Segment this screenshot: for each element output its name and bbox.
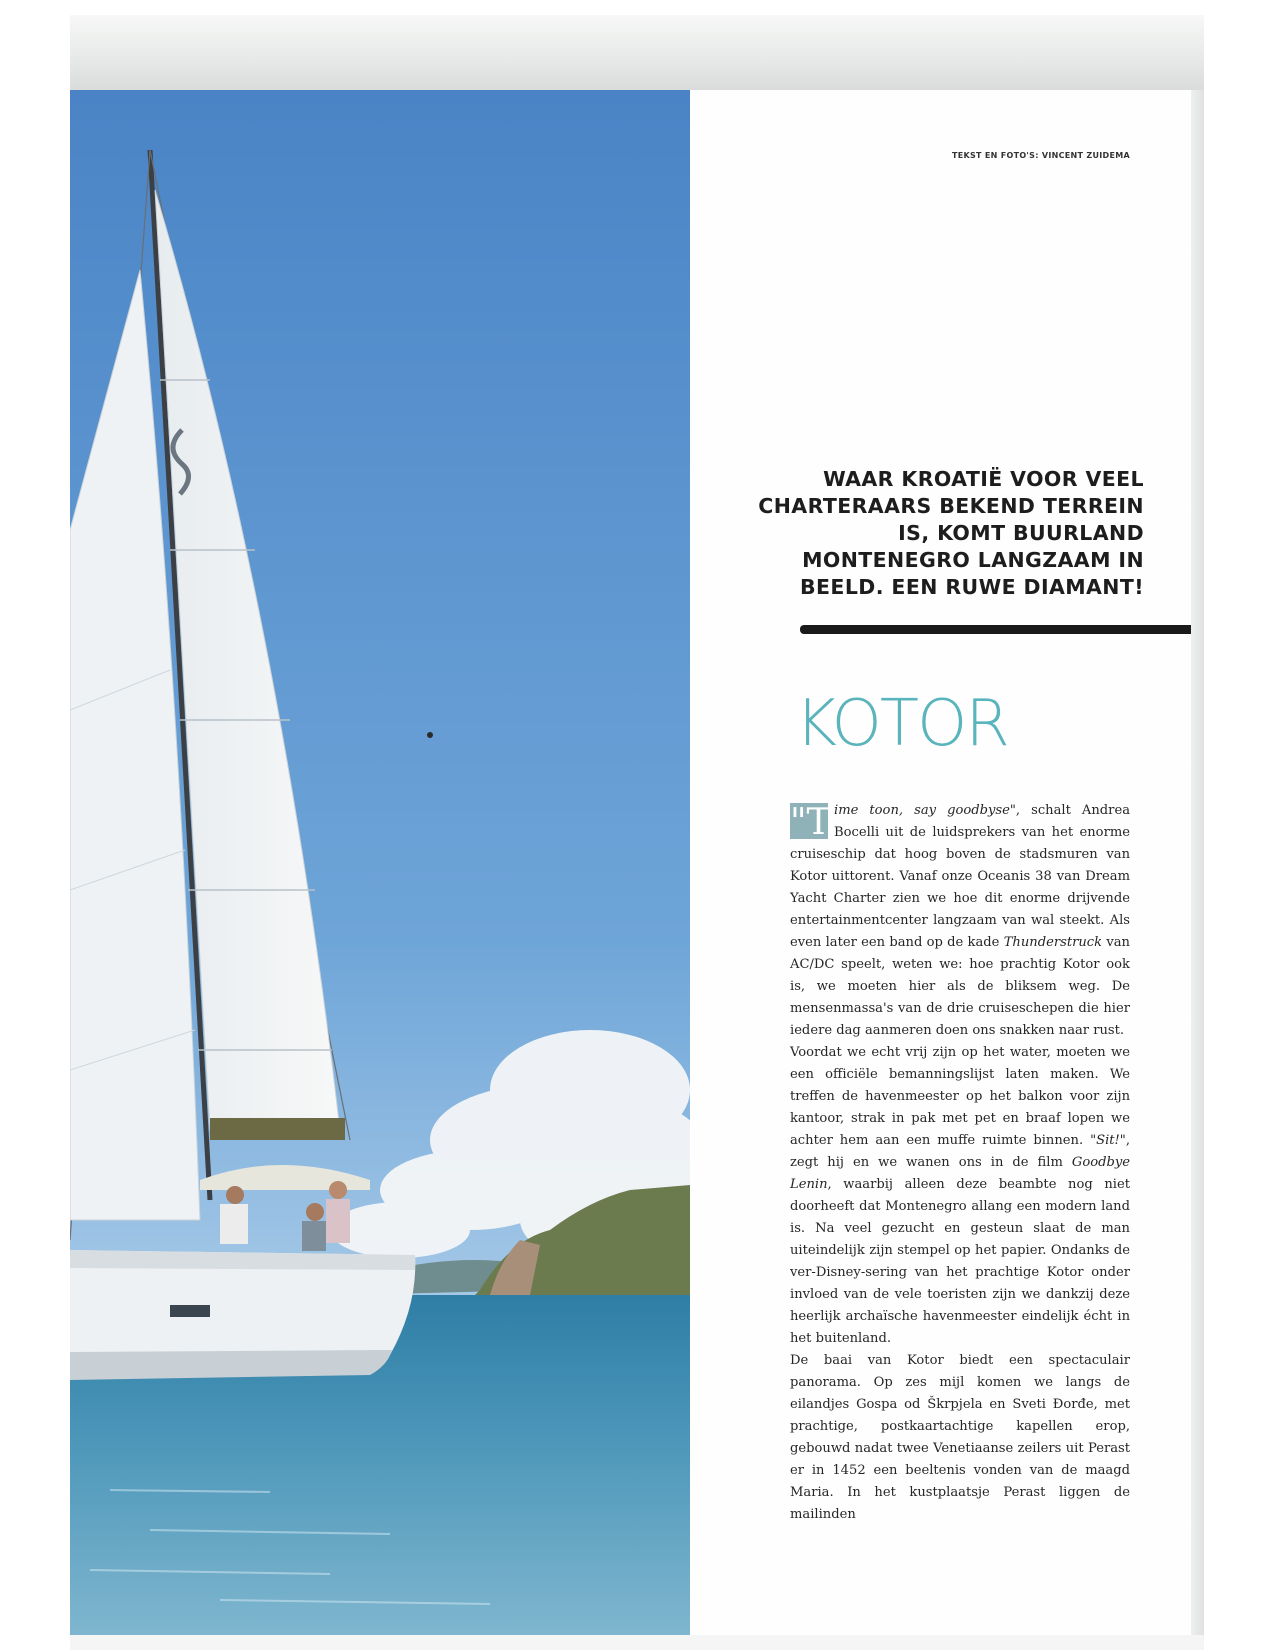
paragraph-text: , zegt hij en we wanen ons in de film xyxy=(790,1133,1130,1170)
scan-top-margin xyxy=(70,15,1204,90)
article-body xyxy=(790,800,1130,1526)
scan-right-edge xyxy=(1191,90,1204,1635)
quote-italic: ime toon, say goodbyse" xyxy=(834,803,1016,818)
intro-text: WAAR KROATIË VOOR VEEL CHARTERAARS BEKEND TERREIN IS, KOMT BUURLAND MONTENEGRO LANGZAAM IN BEELD. EEN RUWE DIAMANT! xyxy=(758,467,1144,599)
paragraph-text: , waarbij alleen deze beambte nog niet doorheeft dat Montenegro allang een modern land is. Na veel gezucht en gesteun slaat de man uiteindelijk zijn stempel op het papier. Ondanks de ver-Disney-sering van het prachtige Kotor onder invloed van de vele toeristen zijn we dankzij deze heerlijk archaïsche havenmeester eindelijk écht in het buitenland. xyxy=(790,1177,1130,1346)
sailboat-photo xyxy=(70,90,690,1635)
scan-bottom-margin xyxy=(70,1635,1204,1650)
film-title: Goodbye Lenin xyxy=(790,1155,1130,1192)
article-page xyxy=(690,90,1191,1635)
paragraph-text: , schalt Andrea Bocelli uit de luidsprekers van het enorme cruiseschip dat hoog boven de stadsmuren van Kotor uittorent. Vanaf onze Oceanis 38 van Dream Yacht Charter zien we hoe dit enorme drijvende entertainmentcenter langzaam van wal steekt. Als even later een band op de kade xyxy=(790,803,1130,950)
photo-credit: TEKST EN FOTO'S: VINCENT ZUIDEMA xyxy=(951,151,1130,160)
quote-italic: "Sit!" xyxy=(1090,1133,1126,1148)
paragraph-1 xyxy=(790,800,1130,1042)
headline: KOTOR xyxy=(795,687,1008,761)
paragraph-text: De baai van Kotor biedt een spectaculair panorama. Op zes mijl komen we langs de eilandjes Gospa od Škrpjela en Sveti Đorđe, met prachtige, postkaartachtige kapellen erop, gebouwd nadat twee Venetiaanse zeilers uit Perast er in 1452 een beeltenis vonden van de maagd Maria. In het kustplaatsje Perast liggen de mailinden xyxy=(790,1353,1130,1522)
paragraph-text: Voordat we echt vrij zijn op het water, moeten we een officiële bemanningslijst laten maken. We treffen de havenmeester op het balkon voor zijn kantoor, strak in pak met pet en braaf lopen we achter hem aan een muffe ruimte binnen. xyxy=(790,1045,1130,1148)
paragraph-3 xyxy=(790,1350,1130,1526)
paragraph-text: van AC/DC speelt, weten we: hoe prachtig Kotor ook is, we moeten hier als de bliksem weg. De mensenmassa's van de drie cruiseschepen die hier iedere dag aanmeren doen ons snakken naar rust. xyxy=(790,935,1130,1038)
song-title: Thunderstruck xyxy=(1003,935,1103,950)
drop-cap: "T xyxy=(790,802,831,843)
paragraph-2 xyxy=(790,1042,1130,1350)
divider-rule xyxy=(800,625,1191,634)
